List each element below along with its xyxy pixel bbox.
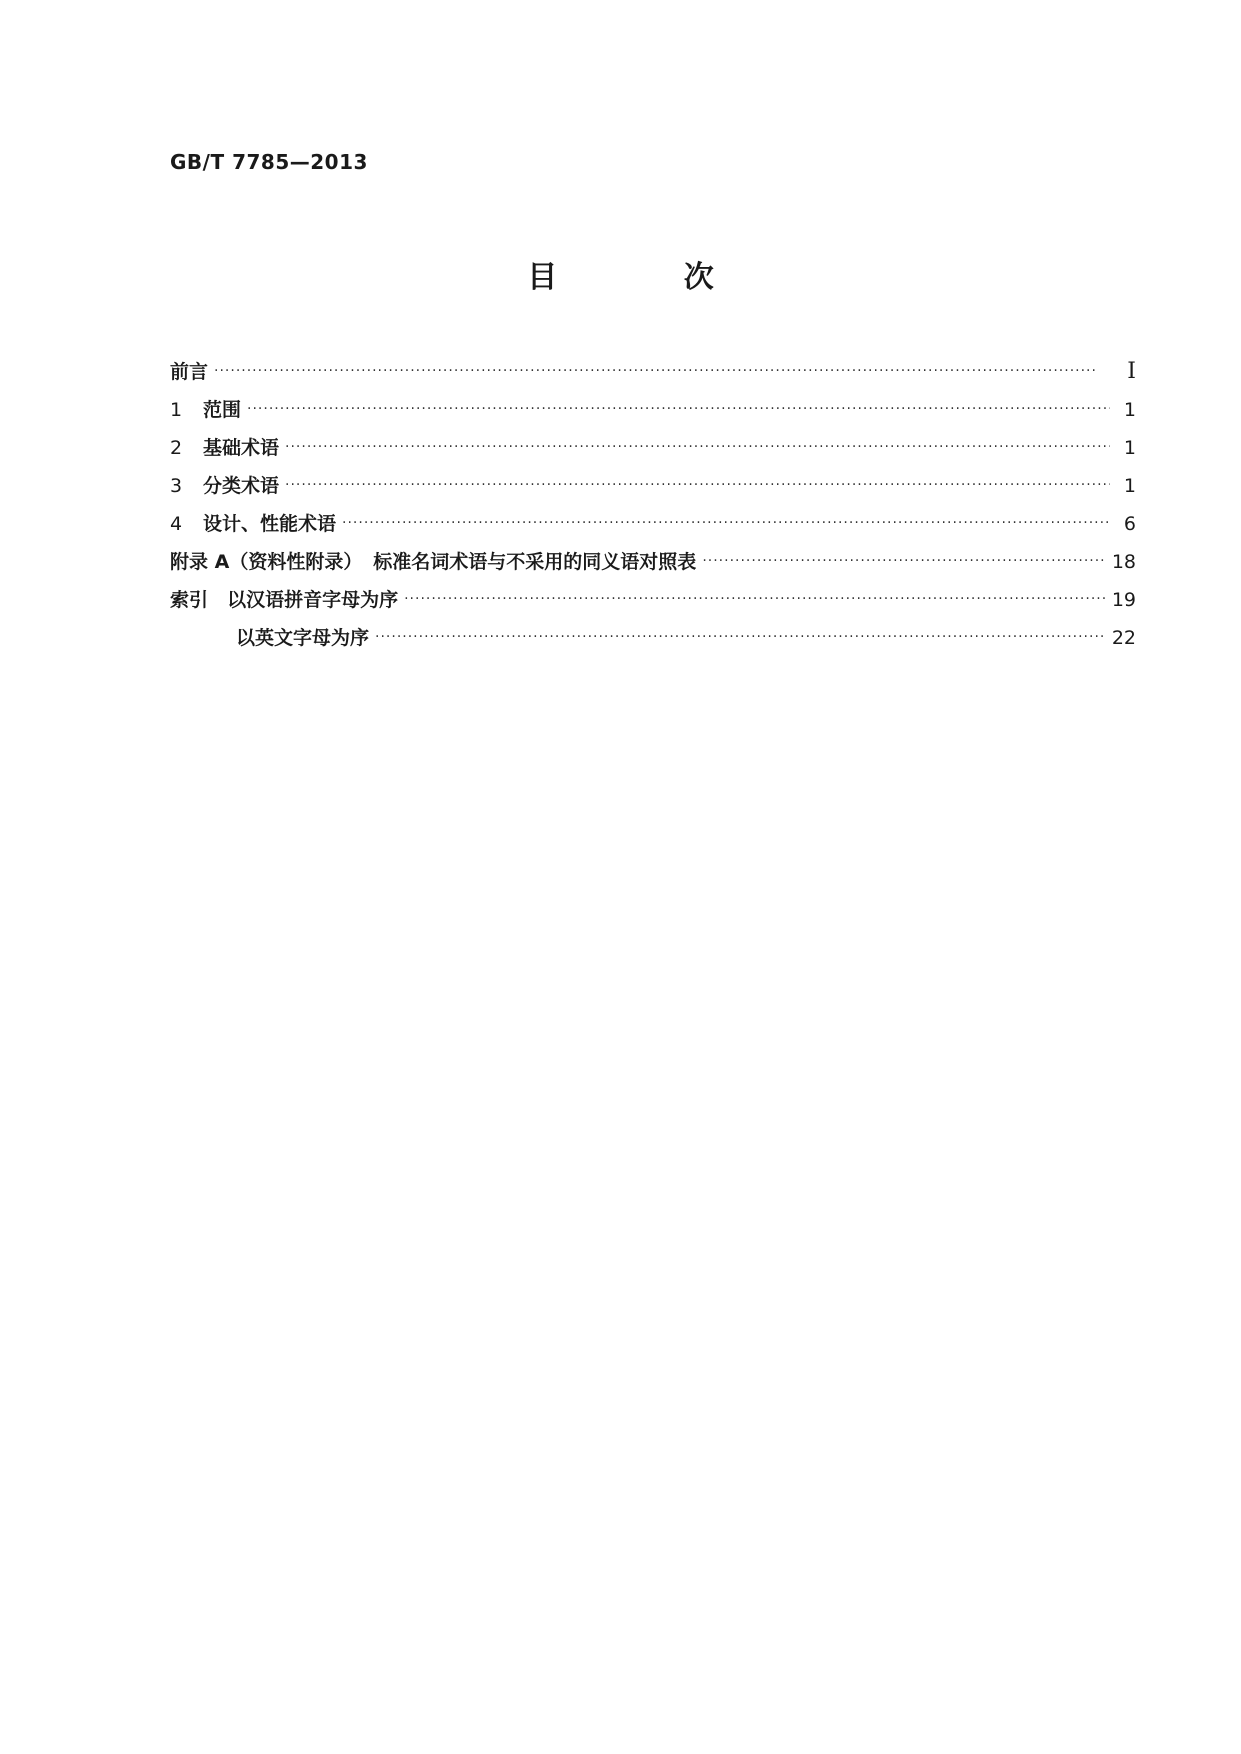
toc-entry-number: 1 bbox=[170, 399, 183, 421]
toc-entry-label: 设计、性能术语 bbox=[203, 513, 337, 535]
toc-entry-prefix: 索引 bbox=[170, 589, 209, 611]
toc-entry-label: 前言 bbox=[170, 361, 209, 383]
toc-entry-scope[interactable] bbox=[170, 395, 1136, 433]
toc-entry-number: 2 bbox=[170, 437, 183, 459]
toc-leader-dots bbox=[342, 515, 1110, 531]
toc-entry-label: 以英文字母为序 bbox=[236, 627, 370, 649]
toc-entry-annex-a[interactable] bbox=[170, 547, 1136, 585]
toc-entry-page: 1 bbox=[1123, 475, 1136, 497]
toc-entry-design-performance-terms[interactable] bbox=[170, 509, 1136, 547]
toc-leader-dots bbox=[702, 553, 1106, 569]
toc-leader-dots bbox=[214, 363, 1110, 379]
toc-entry-index-english[interactable] bbox=[170, 623, 1136, 661]
toc-entry-page: 1 bbox=[1123, 399, 1136, 421]
toc-entry-page: 18 bbox=[1111, 551, 1136, 573]
toc-entry-page: 22 bbox=[1111, 627, 1136, 649]
toc-entry-page: I bbox=[1127, 359, 1136, 384]
toc-entry-label: 基础术语 bbox=[203, 437, 280, 459]
toc-entry-index-pinyin[interactable] bbox=[170, 585, 1136, 623]
toc-entry-label: 范围 bbox=[203, 399, 242, 421]
toc-leader-dots bbox=[247, 401, 1110, 417]
toc-entry-foreword[interactable] bbox=[170, 357, 1136, 395]
toc-entry-page: 6 bbox=[1123, 513, 1136, 535]
toc-entry-prefix: 附录 A（资料性附录） bbox=[170, 551, 363, 573]
toc-entry-label: 以汉语拼音字母为序 bbox=[227, 589, 399, 611]
toc-entry-basic-terms[interactable] bbox=[170, 433, 1136, 471]
toc-entry-label: 标准名词术语与不采用的同义语对照表 bbox=[373, 551, 697, 573]
toc-leader-dots bbox=[404, 591, 1106, 607]
toc-entry-number: 4 bbox=[170, 513, 183, 535]
toc-entry-page: 1 bbox=[1123, 437, 1136, 459]
toc-leader-dots bbox=[285, 439, 1110, 455]
table-of-contents bbox=[170, 357, 1136, 661]
toc-entry-label: 分类术语 bbox=[203, 475, 280, 497]
document-code: GB/T 7785—2013 bbox=[170, 150, 368, 174]
toc-title: 目 次 bbox=[527, 260, 772, 295]
toc-leader-dots bbox=[375, 629, 1106, 645]
toc-entry-classification-terms[interactable] bbox=[170, 471, 1136, 509]
toc-entry-number: 3 bbox=[170, 475, 183, 497]
toc-entry-page: 19 bbox=[1111, 589, 1136, 611]
toc-leader-dots bbox=[285, 477, 1110, 493]
